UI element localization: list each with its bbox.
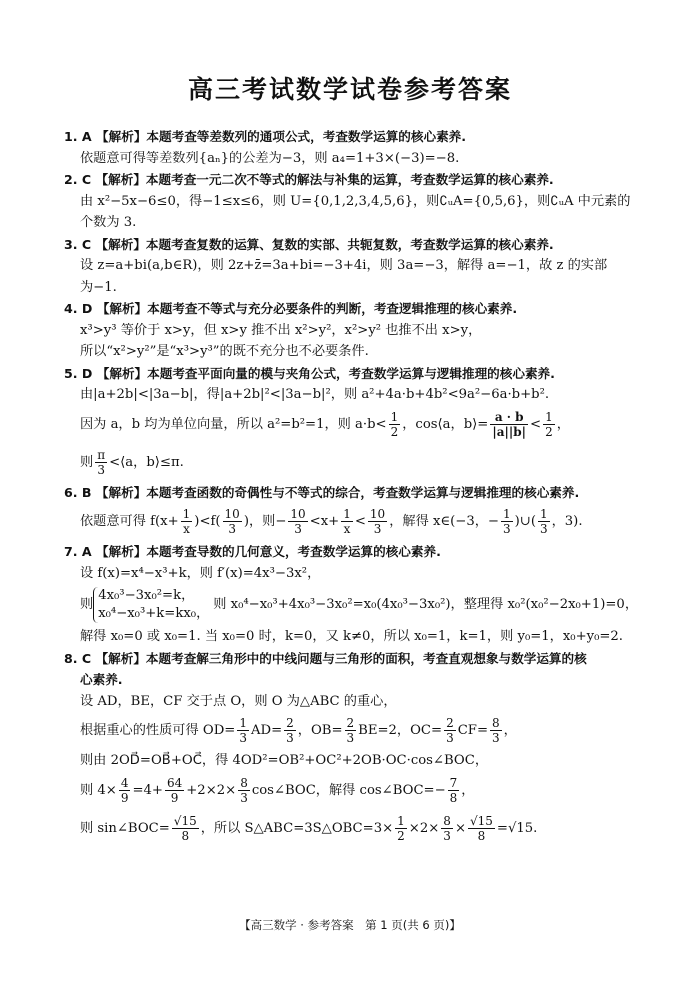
- q8-text: ，: [503, 723, 517, 738]
- fraction: $\frac{1}{3}$: [539, 507, 548, 536]
- q6-text: 依题意可得 f(x+: [80, 514, 179, 529]
- fraction: $\frac{10}{3}$: [224, 507, 240, 536]
- fraction: $\frac{\pi}{3}$: [97, 447, 106, 477]
- q7-header: 7. A 【解析】本题考查导数的几何意义，考查数学运算的核心素养.: [64, 544, 441, 559]
- fraction: $\frac{1}{3}$: [239, 716, 247, 745]
- q8-text: cos∠BOC，解得 cos∠BOC=−: [251, 782, 446, 798]
- q8-header: 8. C 【解析】本题考查解三角形中的中线问题与三角形的面积，考查直观想象与数学运算的核: [64, 650, 587, 666]
- page-title: 高三考试数学试卷参考答案: [187, 75, 512, 104]
- q3-line-2: 为−1.: [80, 279, 117, 295]
- q8-text: ，OB=: [297, 723, 343, 738]
- q8-text: CF=: [457, 723, 488, 738]
- fraction: $\frac{8}{3}$: [492, 716, 500, 745]
- q2-header: 2. C 【解析】本题考查一元二次不等式的解法与补集的运算，考查数学运算的核心素养.: [64, 172, 554, 187]
- q8-text: ，所以 S△ABC=3S△OBC=3×: [200, 820, 394, 836]
- fraction: $\frac{1}{2}$: [397, 813, 405, 843]
- q6-header: 6. B 【解析】本题考查函数的奇偶性与不等式的综合，考查数学运算与逻辑推理的核心素养.: [64, 484, 580, 500]
- q7-line-1: 设 f(x)=x⁴−x³+k，则 f′(x)=4x³−3x²，: [80, 565, 321, 581]
- q8-text: =4+: [132, 782, 163, 798]
- q8-text: 根据重心的性质可得 OD=: [80, 723, 236, 738]
- fraction: $\frac{1}{2}$: [390, 409, 399, 439]
- q8-header-cont: 心素养.: [80, 672, 123, 687]
- q6-text: )<f(: [194, 514, 221, 529]
- fraction: $\frac{8}{3}$: [240, 775, 248, 805]
- fraction: $\frac{√15}{8}$: [470, 813, 493, 843]
- q1-line-1: 依题意可得等差数列{aₙ}的公差为−3，则 a₄=1+3×(−3)=−8.: [80, 150, 460, 166]
- q6-text: )∪(: [514, 514, 536, 529]
- fraction: $\frac{10}{3}$: [369, 507, 386, 536]
- q6-line-1: [64, 503, 644, 541]
- q5-header: 5. D 【解析】本题考查平面向量的模与夹角公式，考查数学运算与逻辑推理的核心素养.: [64, 365, 555, 381]
- q5-text: 则: [80, 454, 94, 470]
- fraction: $\frac{√15}{8}$: [173, 813, 197, 843]
- q5-text: ，: [556, 416, 570, 432]
- q7-system-eq2: x₀⁴−x₀³+k=kx₀，: [98, 605, 210, 621]
- q8-text: 则 4×: [80, 782, 117, 798]
- fraction: $\frac{2}{3}$: [446, 716, 454, 745]
- fraction: $\frac{64}{9}$: [166, 775, 183, 805]
- q4-header: 4. D 【解析】本题考查不等式与充分必要条件的判断，考查逻辑推理的核心素养.: [64, 301, 518, 316]
- q5-line-2: [64, 406, 644, 444]
- q4-line-1: x³>y³ 等价于 x>y，但 x>y 推不出 x²>y²，x²>y² 也推不出 x>y，: [80, 322, 482, 338]
- answer-content: [64, 126, 644, 848]
- q8-text: BE=2，OC=: [358, 723, 443, 738]
- equation-system: [93, 587, 209, 623]
- fraction: $\frac{4}{9}$: [120, 775, 129, 805]
- q2-line-1: 由 x²−5x−6≤0，得−1≤x≤6，则 U={0,1,2,3,4,5,6}，则∁ᵤA={0,5,6}，则∁ᵤA 中元素的: [80, 193, 631, 209]
- q5-text: <⟨a，b⟩≤π.: [109, 454, 184, 470]
- q5-line-1: 由|a+2b|<|3a−b|，得|a+2b|²<|3a−b|²，则 a²+4a·b+4b²<9a²−6a·b+b².: [80, 387, 550, 402]
- q7-line-3: 解得 x₀=0 或 x₀=1. 当 x₀=0 时，k=0，又 k≠0，所以 x₀=1，k=1，则 y₀=1，x₀+y₀=2.: [80, 629, 623, 644]
- q8-line-5: [64, 810, 644, 848]
- q7-line-2: [64, 584, 644, 626]
- fraction: $\frac{2}{3}$: [286, 716, 294, 745]
- q3-header: 3. C 【解析】本题考查复数的运算、复数的实部、共轭复数，考查数学运算的核心素养.: [64, 236, 554, 252]
- q3-line-1: 设 z=a+bi(a,b∈R)，则 2z+z̄=3a+bi=−3+4i，则 3a=−3，解得 a=−1，故 z 的实部: [80, 258, 608, 273]
- q8-line-3: 则由 2OD⃗=OB⃗+OC⃗，得 4OD²=OB²+OC²+2OB·OC·cos∠BOC，: [80, 753, 489, 768]
- q6-text: ，解得 x∈(−3，−: [389, 514, 499, 529]
- q6-text: <: [354, 514, 366, 529]
- q1-header: 1. A 【解析】本题考查等差数列的通项公式，考查数学运算的核心素养.: [64, 129, 467, 144]
- q7-text: 则 x₀⁴−x₀³+4x₀³−3x₀²=x₀(4x₀³−3x₀²)，整理得 x₀²(x₀²−2x₀+1)=0，: [213, 597, 639, 612]
- q8-text: 则 sin∠BOC=: [80, 820, 170, 836]
- q8-text: ×: [454, 820, 466, 836]
- q5-text: 因为 a，b 均为单位向量，所以 a²=b²=1，则 a·b<: [80, 416, 387, 432]
- fraction: $\frac{2}{3}$: [346, 716, 355, 745]
- q6-text: ，3).: [551, 514, 583, 529]
- q6-text: <x+: [309, 514, 340, 529]
- q8-text: =√15.: [496, 820, 538, 836]
- fraction: $\frac{1}{x}$: [182, 507, 191, 536]
- q5-text: ，cos⟨a，b⟩=: [402, 416, 489, 432]
- q8-text: ×2×: [408, 820, 440, 836]
- q7-system-eq1: 4x₀³−3x₀²=k，: [98, 587, 195, 603]
- q6-text: )，则−: [243, 514, 287, 529]
- q8-line-1: 设 AD，BE，CF 交于点 O，则 O 为△ABC 的重心，: [80, 693, 397, 709]
- q2-line-2: 个数为 3.: [80, 215, 137, 230]
- q8-text: ，: [461, 782, 475, 798]
- fraction: $\frac{1}{2}$: [545, 409, 553, 439]
- fraction: $\frac{8}{3}$: [443, 813, 451, 843]
- q5-text: <: [530, 416, 542, 432]
- q5-line-3: [64, 444, 644, 482]
- q8-text: +2×2×: [186, 782, 237, 798]
- q7-text: 则: [80, 597, 94, 612]
- fraction: $\frac{7}{8}$: [449, 775, 458, 805]
- q8-text: AD=: [250, 723, 283, 738]
- fraction: $\frac{1}{x}$: [343, 507, 351, 536]
- page-footer: 【高三数学 · 参考答案 第 1 页(共 6 页)】: [239, 918, 461, 932]
- q4-line-2: 所以“x²>y²”是“x³>y³”的既不充分也不必要条件.: [80, 344, 369, 359]
- q8-line-4: [64, 772, 644, 810]
- fraction: $\frac{1}{3}$: [502, 507, 511, 536]
- q8-line-2: [64, 712, 644, 750]
- fraction: $\frac{a \cdot b}{|a||b|}$: [492, 409, 527, 439]
- fraction: $\frac{10}{3}$: [290, 507, 306, 536]
